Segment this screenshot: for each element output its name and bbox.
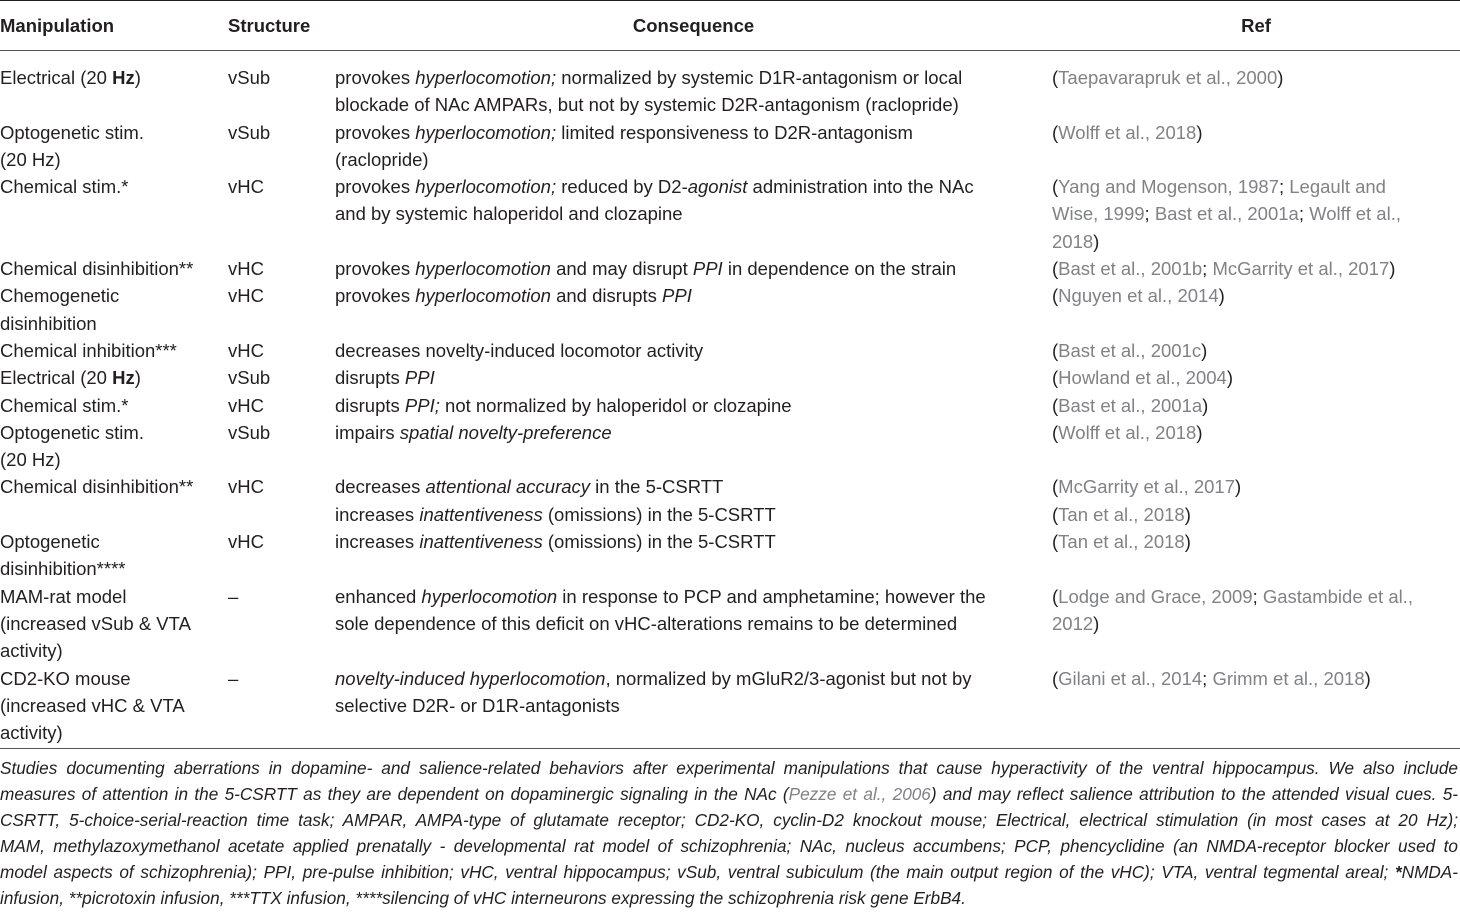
- text-run: ): [134, 67, 141, 88]
- cell-structure: vSub: [228, 121, 271, 143]
- cell-structure: vHC: [228, 476, 264, 498]
- header-ref: Ref: [1052, 1, 1460, 51]
- text-run: ): [134, 367, 141, 389]
- citation-link[interactable]: McGarrity et al., 2017: [1058, 476, 1236, 498]
- citation-punctuation: (: [1052, 339, 1059, 361]
- cell-consequence: [335, 364, 1052, 391]
- italic-term: hyperlocomotion: [415, 258, 551, 280]
- ref-line: [1052, 501, 1460, 528]
- text-run: , normalized by mGluR2/3-agonist but not by: [605, 667, 972, 689]
- table-body: [0, 51, 1460, 749]
- cell-consequence: [335, 337, 1052, 364]
- ref-line: [1052, 173, 1460, 200]
- italic-term: PPI: [662, 285, 692, 307]
- text-run: disrupts: [335, 367, 405, 389]
- text-run: MAM-rat model: [0, 585, 127, 607]
- citation-punctuation: (: [1052, 585, 1059, 607]
- text-run: MAM, methylazoxymethanol acetate applied prenatally - developmental rat model of schizophrenia; NAc, nucleus accumbens; PCP, phencyclidine (an NMDA-receptor blocker used to: [0, 836, 1458, 857]
- cell-structure: vSub: [228, 421, 271, 443]
- cell-consequence: [335, 419, 1052, 474]
- cell-structure: –: [228, 585, 239, 607]
- text-run: Studies documenting aberrations in dopamine- and salience-related behaviors after experimental manipulations that cause hyperactivity of the ventral hippocampus. We also include: [0, 758, 1458, 779]
- citation-punctuation: ): [1202, 394, 1209, 416]
- cell-consequence: [335, 119, 1052, 174]
- cell-manipulation: [0, 119, 228, 174]
- citation-link[interactable]: Tan et al., 2018: [1058, 531, 1185, 553]
- text-run: selective D2R- or D1R-antagonists: [335, 694, 620, 716]
- text-run: (raclopride): [335, 148, 429, 170]
- manipulation-line: [0, 282, 228, 309]
- cell-structure: vSub: [228, 367, 271, 389]
- citation-punctuation: ;: [1144, 203, 1155, 225]
- ref-line: [1052, 583, 1460, 610]
- cell-manipulation: [0, 583, 228, 665]
- consequence-line: [335, 146, 1052, 173]
- citation-link[interactable]: Grimm et al., 2018: [1212, 667, 1365, 689]
- manipulation-line: [0, 610, 228, 637]
- table-row: [0, 255, 1460, 282]
- footnote-line: [0, 886, 1458, 912]
- table-row: [0, 337, 1460, 364]
- citation-link[interactable]: Taepavarapruk et al., 2000: [1058, 67, 1278, 88]
- text-run: disinhibition****: [0, 558, 126, 580]
- consequence-line: [335, 665, 1052, 692]
- text-run: provokes: [335, 121, 416, 143]
- cell-ref: [1052, 392, 1460, 419]
- cell-ref: [1052, 255, 1460, 282]
- text-run: measures of attention in the 5-CSRTT as they are dependent on dopaminergic signaling in the NAc (: [0, 784, 789, 805]
- italic-term: hyperlocomotion: [415, 285, 551, 307]
- manipulation-line: [0, 146, 228, 173]
- cell-structure: vHC: [228, 394, 264, 416]
- cell-consequence: [335, 473, 1052, 528]
- manipulation-line: [0, 719, 228, 746]
- consequence-line: [335, 337, 1052, 364]
- table-row: [0, 528, 1460, 583]
- text-run: blockade of NAc AMPARs, but not by systemic D2R-antagonism (raclopride): [335, 94, 959, 116]
- cell-consequence: [335, 255, 1052, 282]
- cell-ref: [1052, 119, 1460, 174]
- text-run: CD2-KO mouse: [0, 667, 131, 689]
- consequence-line: [335, 364, 1052, 391]
- cell-structure: vHC: [228, 339, 264, 361]
- ref-line: [1052, 610, 1460, 637]
- manipulation-line: [0, 119, 228, 146]
- citation-link[interactable]: Wolff et al., 2018: [1058, 421, 1197, 443]
- ref-line: [1052, 528, 1460, 555]
- text-run: Electrical (20: [0, 367, 113, 389]
- citation-punctuation: ): [1218, 285, 1225, 307]
- ref-line: [1052, 473, 1460, 500]
- table-row: [0, 473, 1460, 528]
- citation-punctuation: (: [1052, 503, 1059, 525]
- cell-structure: vHC: [228, 176, 264, 198]
- table-row: [0, 364, 1460, 391]
- table-row: [0, 119, 1460, 174]
- cell-structure: –: [228, 667, 239, 689]
- consequence-line: [335, 692, 1052, 719]
- consequence-line: [335, 473, 1052, 500]
- text-run: Optogenetic stim.: [0, 121, 144, 143]
- manipulation-line: [0, 392, 228, 419]
- cell-manipulation: [0, 282, 228, 337]
- text-run: Optogenetic: [0, 531, 100, 553]
- consequence-line: [335, 392, 1052, 419]
- citation-punctuation: (: [1052, 667, 1059, 689]
- cell-ref: [1052, 419, 1460, 474]
- text-run: administration into the NAc: [747, 176, 974, 198]
- italic-term: inattentiveness: [419, 531, 543, 553]
- text-run: NMDA-: [1401, 862, 1458, 883]
- italic-term: hyperlocomotion;: [415, 67, 557, 88]
- table-header: [0, 1, 1460, 51]
- consequence-line: [335, 200, 1052, 227]
- ref-line: [1052, 392, 1460, 419]
- citation-punctuation: (: [1052, 121, 1059, 143]
- text-run: sole dependence of this deficit on vHC-alterations remains to be determined: [335, 612, 958, 634]
- text-run: increases: [335, 531, 420, 553]
- table-row: [0, 51, 1460, 119]
- text-run: Chemical inhibition***: [0, 339, 177, 361]
- cell-consequence: [335, 173, 1052, 255]
- italic-term: novelty-induced hyperlocomotion: [335, 667, 606, 689]
- cell-structure: vSub: [228, 67, 271, 88]
- citation-punctuation: ): [1093, 612, 1100, 634]
- citation-punctuation: ): [1277, 67, 1284, 88]
- text-run: provokes: [335, 285, 416, 307]
- italic-term: hyperlocomotion;: [415, 121, 557, 143]
- ref-line: [1052, 337, 1460, 364]
- consequence-line: [335, 501, 1052, 528]
- citation-punctuation: (: [1052, 421, 1059, 443]
- cell-manipulation: [0, 665, 228, 749]
- text-run: (omissions) in the 5-CSRTT: [542, 531, 776, 553]
- citation-link[interactable]: Gastambide et al.,: [1262, 585, 1413, 607]
- citation-link[interactable]: Wise, 1999: [1052, 203, 1145, 225]
- cell-consequence: [335, 51, 1052, 119]
- consequence-line: [335, 173, 1052, 200]
- ref-line: [1052, 200, 1460, 227]
- cell-manipulation: [0, 51, 228, 119]
- text-run: Chemical disinhibition**: [0, 476, 194, 498]
- header-structure: Structure: [228, 1, 335, 51]
- footnote-line: [0, 782, 1458, 808]
- citation-punctuation: ;: [1202, 258, 1213, 280]
- text-run: (increased vHC & VTA: [0, 694, 185, 716]
- cell-manipulation: [0, 528, 228, 583]
- consequence-line: [335, 419, 1052, 446]
- cell-structure: vHC: [228, 258, 264, 280]
- text-run: disrupts: [335, 394, 405, 416]
- text-run: Chemical disinhibition**: [0, 258, 194, 280]
- cell-ref: [1052, 583, 1460, 665]
- table-row: [0, 419, 1460, 474]
- text-run: Electrical (20: [0, 67, 113, 88]
- cell-manipulation: [0, 392, 228, 419]
- cell-manipulation: [0, 173, 228, 255]
- cell-consequence: [335, 528, 1052, 583]
- ref-line: [1052, 364, 1460, 391]
- ref-line: [1052, 255, 1460, 282]
- text-run: Chemical stim.*: [0, 176, 129, 198]
- citation-link[interactable]: Yang and Mogenson, 1987: [1058, 176, 1279, 198]
- citation-link[interactable]: Bast et al., 2001a: [1154, 203, 1299, 225]
- cell-ref: [1052, 51, 1460, 119]
- text-run: disinhibition: [0, 312, 97, 334]
- citation-link[interactable]: Bast et al., 2001a: [1058, 394, 1203, 416]
- text-run: reduced by D2-: [556, 176, 688, 198]
- citation-punctuation: ): [1364, 667, 1371, 689]
- italic-term: hyperlocomotion;: [415, 176, 557, 198]
- manipulation-line: [0, 364, 228, 391]
- italic-term: attentional accuracy: [425, 476, 591, 498]
- consequence-line: [335, 282, 1052, 309]
- citation-link[interactable]: Gilani et al., 2014: [1058, 667, 1203, 689]
- text-run: impairs: [335, 421, 400, 443]
- text-run: limited responsiveness to D2R-antagonism: [556, 121, 913, 143]
- citation-link[interactable]: Tan et al., 2018: [1058, 503, 1185, 525]
- italic-term: inattentiveness: [419, 503, 543, 525]
- manipulation-line: [0, 583, 228, 610]
- ref-line: [1052, 64, 1460, 91]
- citation-punctuation: ): [1201, 339, 1208, 361]
- italic-term: PPI;: [404, 394, 440, 416]
- table-row: [0, 583, 1460, 665]
- italic-term: PPI: [404, 367, 435, 389]
- citation-link[interactable]: Bast et al., 2001c: [1058, 339, 1202, 361]
- text-run: Optogenetic stim.: [0, 421, 144, 443]
- text-run: in the 5-CSRTT: [590, 476, 724, 498]
- italic-term: agonist: [687, 176, 748, 198]
- text-run: (20 Hz): [0, 148, 61, 170]
- citation-punctuation: ;: [1298, 203, 1310, 225]
- cell-ref: [1052, 528, 1460, 583]
- cell-manipulation: [0, 255, 228, 282]
- citation-link[interactable]: Legault and: [1289, 176, 1386, 198]
- text-run: and by systemic haloperidol and clozapine: [335, 203, 683, 225]
- text-run: model aspects of schizophrenia); PPI, pre-pulse inhibition; vHC, ventral hippocampus; vSub, ventral subiculum (the main output region of the vHC); VTA, ventral tegmental areal;: [0, 862, 1395, 883]
- bold-term: Hz: [112, 367, 135, 389]
- header-manipulation: Manipulation: [0, 1, 228, 51]
- citation-punctuation: ;: [1252, 585, 1263, 607]
- manipulation-line: [0, 310, 228, 337]
- cell-ref: [1052, 473, 1460, 528]
- citation-link[interactable]: Wolff et al., 2018: [1058, 121, 1197, 143]
- table-row: [0, 173, 1460, 255]
- table-row: [0, 665, 1460, 749]
- header-consequence: Consequence: [335, 1, 1052, 51]
- text-run: and disrupts: [550, 285, 663, 307]
- cell-ref: [1052, 364, 1460, 391]
- consequence-line: [335, 64, 1052, 91]
- text-run: provokes: [335, 67, 416, 88]
- ref-line: [1052, 282, 1460, 309]
- text-run: not normalized by haloperidol or clozapine: [439, 394, 792, 416]
- manipulation-line: [0, 337, 228, 364]
- cell-manipulation: [0, 364, 228, 391]
- citation-punctuation: (: [1052, 367, 1059, 389]
- footnote-line: [0, 808, 1458, 834]
- citation-punctuation: (: [1052, 67, 1059, 88]
- text-run: activity): [0, 722, 63, 744]
- manipulation-line: [0, 665, 228, 692]
- citation-punctuation: ): [1226, 367, 1234, 389]
- citation-punctuation: (: [1052, 394, 1059, 416]
- consequence-line: [335, 91, 1052, 118]
- bold-term: *: [1394, 862, 1402, 883]
- citation-punctuation: (: [1052, 285, 1059, 307]
- cell-ref: [1052, 337, 1460, 364]
- text-run: ) and may reflect salience attribution to the attended visual cues. 5-: [930, 784, 1458, 805]
- italic-term: hyperlocomotion: [421, 585, 558, 607]
- citation-link[interactable]: 2018: [1052, 230, 1094, 252]
- manipulation-line: [0, 637, 228, 664]
- ref-line: [1052, 419, 1460, 446]
- text-run: provokes: [335, 258, 416, 280]
- manipulation-line: [0, 473, 228, 500]
- bold-term: Hz: [112, 67, 135, 88]
- text-run: in response to PCP and amphetamine; however the: [557, 585, 986, 607]
- citation-link[interactable]: Lodge and Grace, 2009: [1058, 585, 1253, 607]
- ref-line: [1052, 119, 1460, 146]
- ref-line: [1052, 228, 1460, 255]
- consequence-line: [335, 119, 1052, 146]
- cell-ref: [1052, 282, 1460, 337]
- manipulation-line: [0, 255, 228, 282]
- text-run: enhanced: [335, 585, 422, 607]
- text-run: infusion, **picrotoxin infusion, ***TTX infusion, ****silencing of vHC interneurons expressing the schizophrenia risk gene ErbB4.: [0, 887, 966, 908]
- citation-link[interactable]: Nguyen et al., 2014: [1058, 285, 1219, 307]
- cell-ref: [1052, 173, 1460, 255]
- text-run: (increased vSub & VTA: [0, 612, 191, 634]
- citation-punctuation: (: [1052, 531, 1059, 553]
- citation-link[interactable]: Howland et al., 2004: [1058, 367, 1227, 389]
- citation-punctuation: ): [1235, 476, 1242, 498]
- table-footnote: [0, 756, 1460, 911]
- cell-structure: vHC: [228, 531, 264, 553]
- citation-punctuation: ): [1196, 121, 1203, 143]
- text-run: increases: [335, 503, 420, 525]
- text-run: decreases novelty-induced locomotor activity: [335, 339, 704, 361]
- footnote-line: [0, 834, 1458, 860]
- citation-link[interactable]: Bast et al., 2001b: [1058, 258, 1203, 280]
- manipulation-line: [0, 555, 228, 582]
- manipulation-line: [0, 528, 228, 555]
- manipulation-line: [0, 692, 228, 719]
- manipulation-line: [0, 173, 228, 200]
- text-run: (omissions) in the 5-CSRTT: [542, 503, 776, 525]
- text-run: in dependence on the strain: [722, 258, 957, 280]
- citation-punctuation: ): [1184, 531, 1191, 553]
- footnote-line: [0, 860, 1458, 886]
- text-run: activity): [0, 640, 63, 662]
- ref-line: [1052, 665, 1460, 692]
- cell-consequence: [335, 665, 1052, 749]
- citation-punctuation: ): [1196, 421, 1203, 443]
- text-run: CSRTT, 5-choice-serial-reaction time task; AMPAR, AMPA-type of glutamate receptor; CD2-KO, cyclin-D2 knockout mouse; Electrical, electrical stimulation (in most cases at 20 Hz);: [0, 810, 1458, 831]
- text-run: provokes: [335, 176, 416, 198]
- cell-manipulation: [0, 419, 228, 474]
- text-run: decreases: [335, 476, 426, 498]
- citation-punctuation: ): [1184, 503, 1191, 525]
- manipulation-line: [0, 419, 228, 446]
- text-run: Chemogenetic: [0, 285, 120, 307]
- manipulation-line: [0, 64, 228, 91]
- citation-punctuation: ): [1389, 258, 1396, 280]
- citation-punctuation: ): [1093, 230, 1100, 252]
- italic-term: spatial novelty-preference: [399, 421, 612, 443]
- cell-manipulation: [0, 337, 228, 364]
- citation-link[interactable]: Wolff et al.,: [1309, 203, 1401, 225]
- cell-ref: [1052, 665, 1460, 749]
- citation-punctuation: (: [1052, 258, 1059, 280]
- consequence-line: [335, 528, 1052, 555]
- citation-punctuation: (: [1052, 476, 1059, 498]
- consequence-line: [335, 255, 1052, 282]
- cell-consequence: [335, 392, 1052, 419]
- citation-punctuation: ;: [1202, 667, 1213, 689]
- cell-consequence: [335, 583, 1052, 665]
- italic-term: PPI: [692, 258, 723, 280]
- manipulation-line: [0, 446, 228, 473]
- consequence-line: [335, 610, 1052, 637]
- citation-link[interactable]: Pezze et al., 2006: [788, 784, 931, 805]
- text-run: and may disrupt: [550, 258, 693, 280]
- consequence-line: [335, 583, 1052, 610]
- citation-punctuation: (: [1052, 176, 1059, 198]
- cell-structure: vHC: [228, 285, 264, 307]
- table-row: [0, 392, 1460, 419]
- citation-link[interactable]: 2012: [1052, 612, 1094, 634]
- cell-consequence: [335, 282, 1052, 337]
- footnote-line: [0, 756, 1458, 782]
- citation-punctuation: ;: [1278, 176, 1290, 198]
- text-run: normalized by systemic D1R-antagonism or local: [556, 67, 963, 88]
- citation-link[interactable]: McGarrity et al., 2017: [1212, 258, 1390, 280]
- text-run: Chemical stim.*: [0, 394, 129, 416]
- table-row: [0, 282, 1460, 337]
- text-run: (20 Hz): [0, 449, 61, 471]
- cell-manipulation: [0, 473, 228, 528]
